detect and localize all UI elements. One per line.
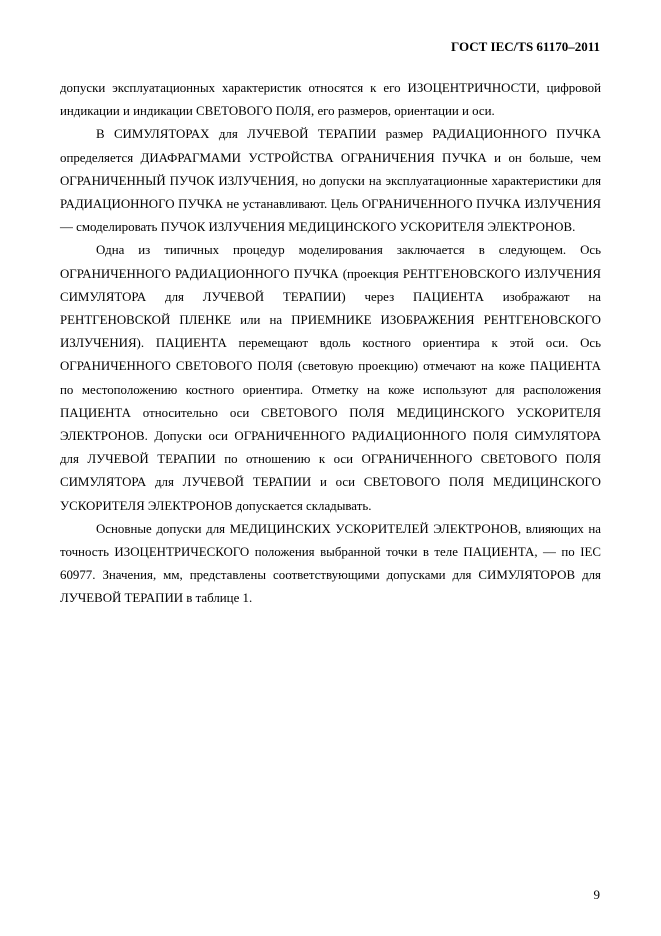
paragraph-modeling-procedure: Одна из типичных процедур моделирования заключается в следующем. Ось ОГРАНИЧЕННОГО РАДИАЦИОННОГО ПУЧКА (проекция РЕНТГЕНОВСКОГО ИЗЛУЧЕНИЯ СИМУЛЯТОРА для ЛУЧЕВОЙ ТЕРАПИИ) через ПАЦИЕНТА изображают на РЕНТГЕНОВСКОЙ ПЛЕНКЕ или на ПРИЕМНИКЕ ИЗОБРАЖЕНИЯ РЕНТГЕНОВСКОГО ИЗЛУЧЕНИЯ). ПАЦИЕНТА перемещают вдоль костного ориентира к этой оси. Ось ОГРАНИЧЕННОГО СВЕТОВОГО ПОЛЯ (световую проекцию) отмечают на коже ПАЦИЕНТА по местоположению костного ориентира. Отметку на коже используют для расположения ПАЦИЕНТА относительно оси СВЕТОВОГО ПОЛЯ МЕДИЦИНСКОГО УСКОРИТЕЛЯ ЭЛЕКТРОНОВ. Допуски оси ОГРАНИЧЕННОГО РАДИАЦИОННОГО ПОЛЯ СИМУЛЯТОРА для ЛУЧЕВОЙ ТЕРАПИИ по отношению к оси ОГРАНИЧЕННОГО СВЕТОВОГО ПОЛЯ СИМУЛЯТОРА для ЛУЧЕВОЙ ТЕРАПИИ и оси СВЕТОВОГО ПОЛЯ МЕДИЦИНСКОГО УСКОРИТЕЛЯ ЭЛЕКТРОНОВ допускается складывать. — [60, 243, 601, 513]
paragraph-continuation: допуски эксплуатационных характеристик относятся к его ИЗОЦЕНТРИЧНОСТИ, цифровой индикации и индикации СВЕТОВОГО ПОЛЯ, его размеров, ориентации и оси. — [60, 81, 601, 119]
page-number: 9 — [593, 887, 600, 902]
paragraph-main-tolerances: Основные допуски для МЕДИЦИНСКИХ УСКОРИТЕЛЕЙ ЭЛЕКТРОНОВ, влияющих на точность ИЗОЦЕНТРИЧЕСКОГО положения выбранной точки в теле ПАЦИЕНТА, — по IEC 60977. Значения, мм, представлены соответствующими допусками для СИМУЛЯТОРОВ для ЛУЧЕВОЙ ТЕРАПИИ в таблице 1. — [60, 521, 601, 606]
body-text — [60, 77, 601, 611]
paragraph-simulators-beam-size: В СИМУЛЯТОРАХ для ЛУЧЕВОЙ ТЕРАПИИ размер РАДИАЦИОННОГО ПУЧКА определяется ДИАФРАГМАМИ УСТРОЙСТВА ОГРАНИЧЕНИЯ ПУЧКА и он больше, чем ОГРАНИЧЕННЫЙ ПУЧОК ИЗЛУЧЕНИЯ, но допуски на эксплуатационные характеристики для РАДИАЦИОННОГО ПУЧКА не устанавливают. Цель ОГРАНИЧЕННОГО ПУЧКА ИЗЛУЧЕНИЯ — смоделировать ПУЧОК ИЗЛУЧЕНИЯ МЕДИЦИНСКОГО УСКОРИТЕЛЯ ЭЛЕКТРОНОВ. — [60, 127, 601, 235]
document-header-title: ГОСТ IEC/TS 61170–2011 — [451, 39, 600, 54]
